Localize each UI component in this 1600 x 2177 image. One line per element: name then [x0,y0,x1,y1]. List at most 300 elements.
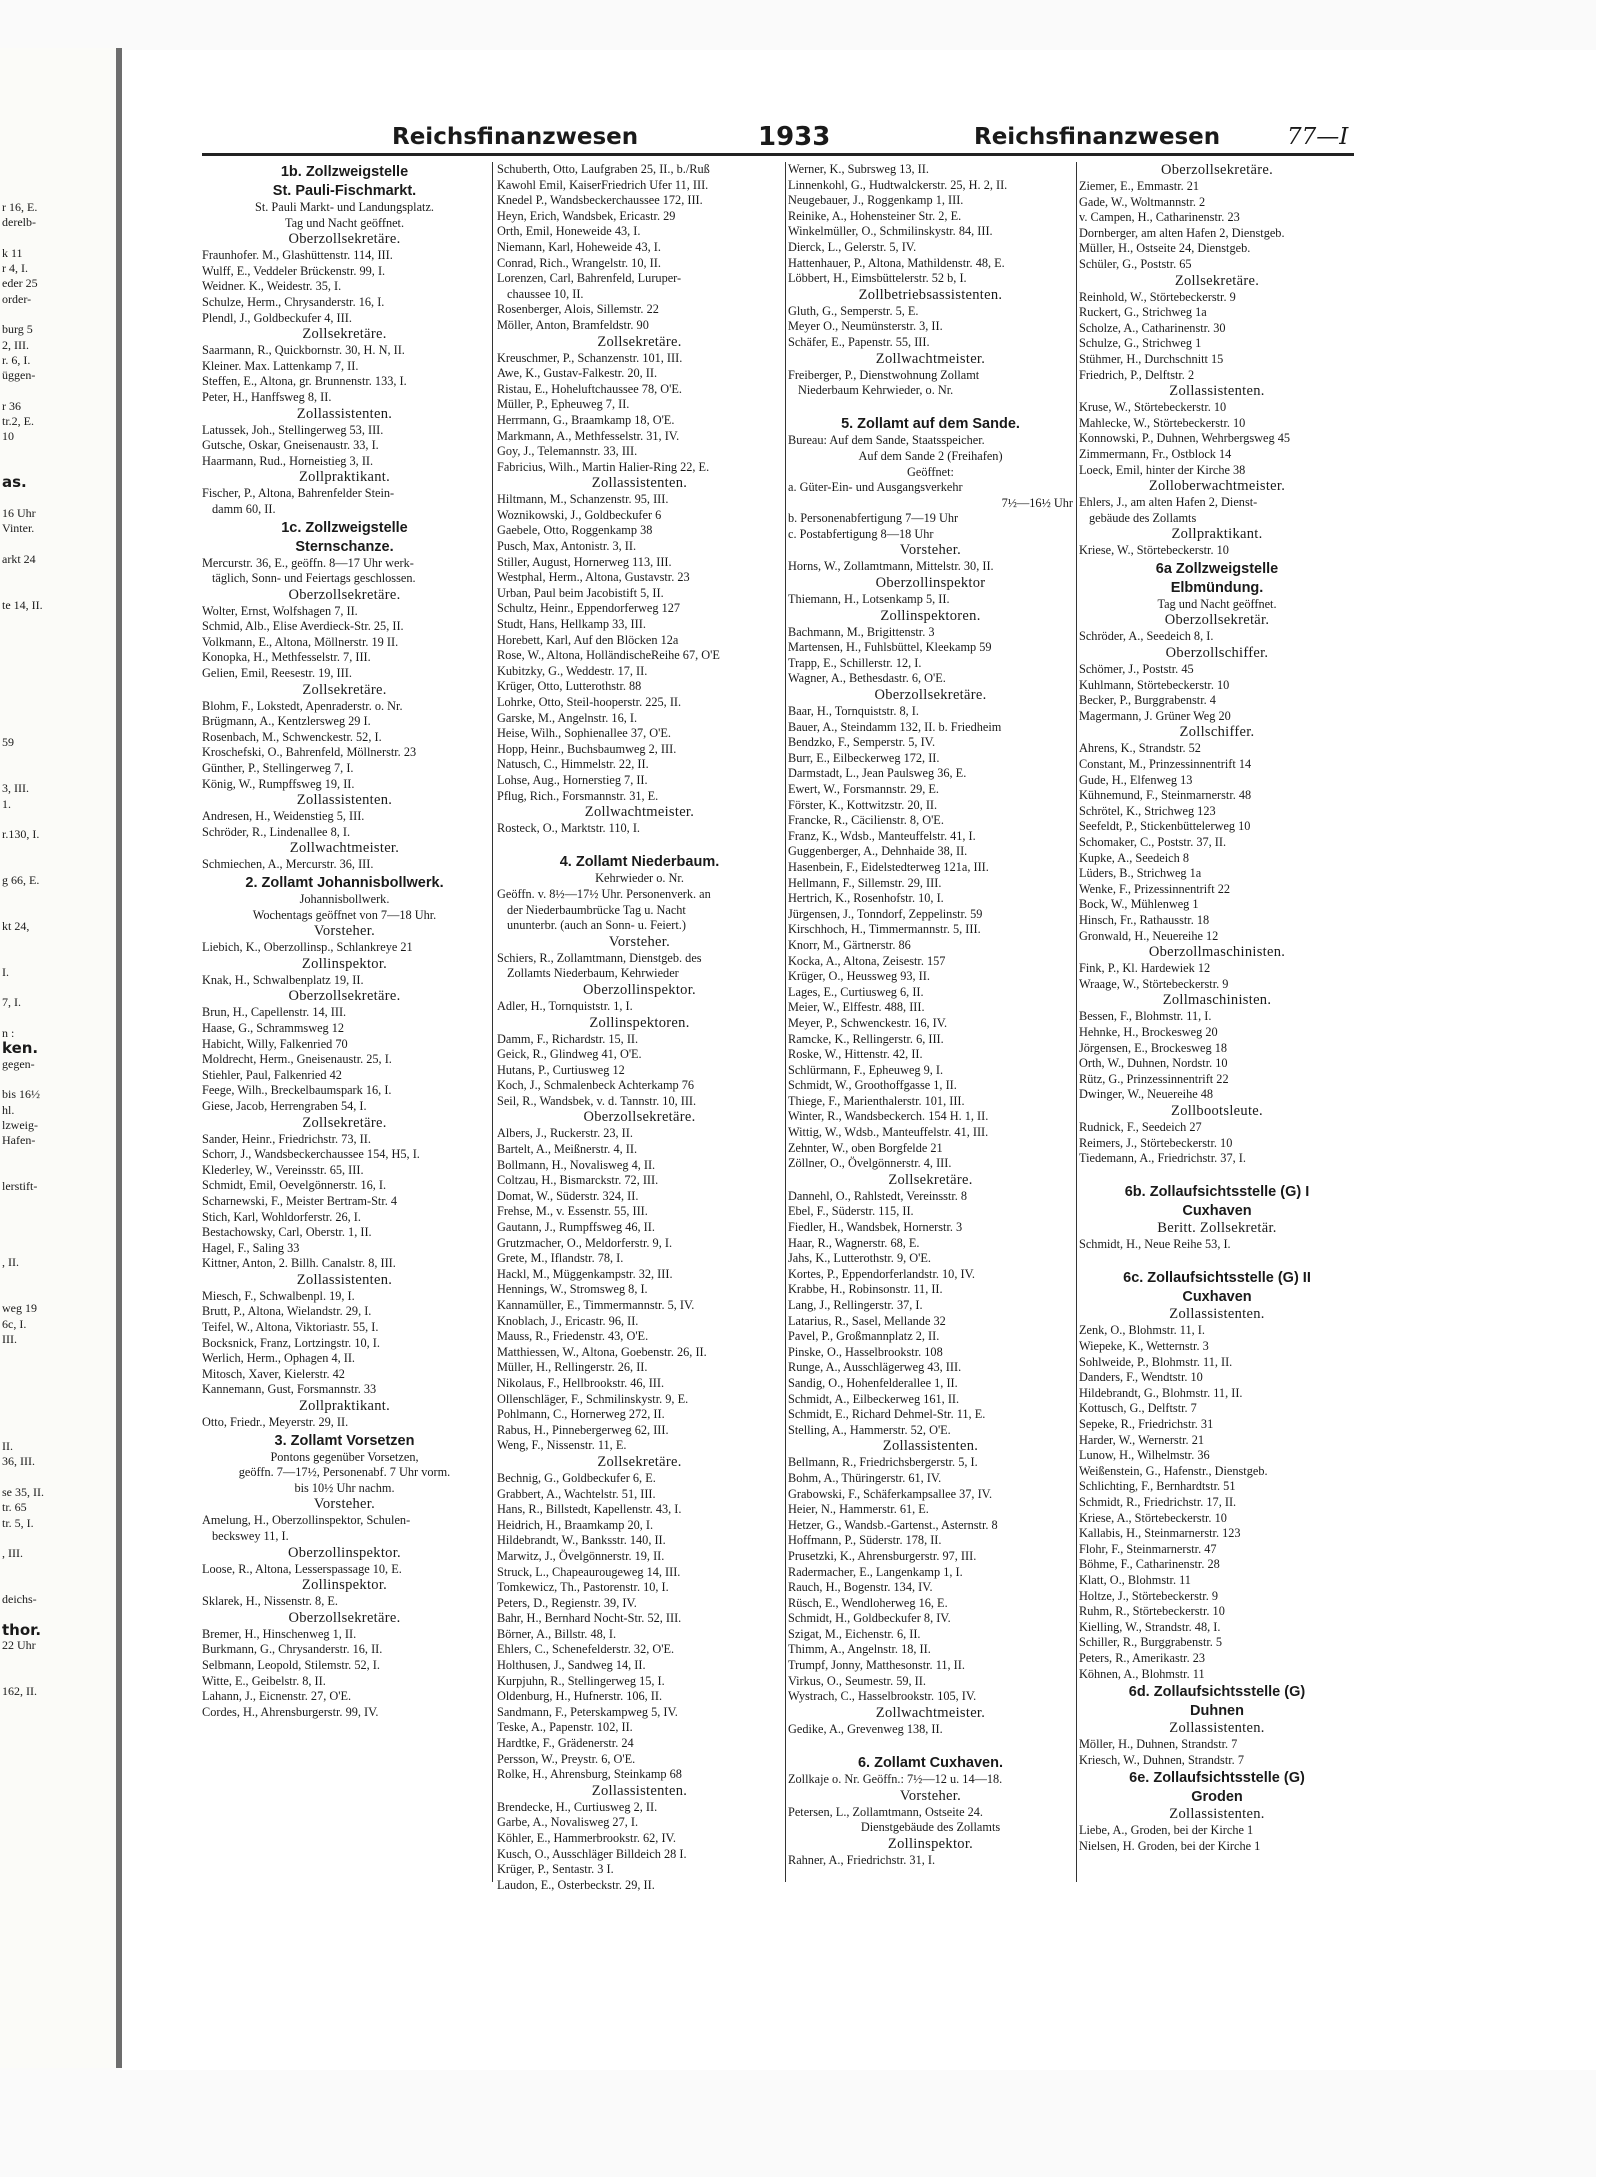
entry-line: Virkus, O., Seumestr. 59, II. [788,1673,926,1688]
gutter-fragment [2,950,114,965]
entry-line: Rüsch, E., Wendloherweg 16, E. [788,1595,948,1610]
gutter-fragment: II. [2,1439,13,1454]
gutter-fragment: hl. [2,1102,15,1117]
entry-line: Ristau, E., Hoheluftchaussee 78, O'E. [497,381,682,396]
entry-line: Lages, E., Curtiusweg 6, II. [788,984,924,999]
entry-line: Freiberger, P., Dienstwohnung Zollamt [788,367,980,382]
entry-line: Peters, R., Amerikastr. 23 [1079,1650,1206,1665]
entry-line: Kreuschmer, P., Schanzenstr. 101, III. [497,350,683,365]
entry-line: Jörgensen, E., Brockesweg 18 [1079,1040,1227,1055]
gutter-fragment: 162, II. [2,1683,37,1698]
entry-line: Lohse, Aug., Hornerstieg 7, II. [497,772,648,787]
entry-line: Geöffn. v. 8½—17½ Uhr. Personenverk. an [497,886,711,901]
rank-heading: Oberzollsekretäre. [288,586,401,603]
entry-line: Zenk, O., Blohmstr. 11, I. [1079,1323,1205,1338]
gutter-fragment [2,659,114,674]
entry-line: Wagner, A., Bethesdastr. 6, O'E. [788,671,946,686]
entry-line: Struck, L., Chapeaurougeweg 14, III. [497,1564,681,1579]
office-note: geöffn. 7—17½, Personenabf. 7 Uhr vorm. [238,1465,451,1480]
rank-heading: Zollassistenten. [1169,1306,1265,1323]
entry-line: Heier, N., Hammerstr. 61, E. [788,1502,929,1517]
entry-line: 7½—16½ Uhr [1001,495,1073,510]
rank-heading: Beritt. Zollsekretär. [1157,1220,1277,1237]
entry-line: Rosenberger, Alois, Sillemstr. 22 [497,302,659,317]
entry-line: Kurpjuhn, R., Stellingerweg 15, I. [497,1673,665,1688]
entry-line: Wenke, F., Prizessinnentrift 22 [1079,881,1231,896]
gutter-fragment [2,1072,114,1087]
entry-line: Neugebauer, J., Roggenkamp 1, III. [788,193,964,208]
entry-line: Kawohl Emil, KaiserFriedrich Ufer 11, III. [497,177,709,192]
entry-line: Löbbert, H., Eimsbüttelerstr. 52 b, I. [788,271,967,286]
entry-line: Rauch, H., Bogenstr. 134, IV. [788,1580,933,1595]
gutter-fragment: eder 25 [2,276,38,291]
entry-line: Hardtke, F., Grädenerstr. 24 [497,1736,634,1751]
gutter-fragment [2,1225,114,1240]
gutter-fragment [2,613,114,628]
entry-line: Sklarek, H., Nissenstr. 8, E. [202,1594,338,1609]
rank-heading: Zollassistenten. [591,475,688,492]
gutter-fragment [2,812,114,827]
entry-line [1079,1167,1355,1183]
entry-line: Konopka, H., Methfesselstr. 7, III. [202,650,371,665]
entry-line: Blohm, F., Lokstedt, Apenraderstr. o. Nr. [202,698,403,713]
entry-line: Seil, R., Wandsbek, v. d. Tannstr. 10, III. [497,1093,697,1108]
gutter-fragment: n : [2,1026,15,1041]
office-note: Johannisbollwerk. [299,892,390,906]
rank-heading: Zollbootsleute. [1171,1102,1263,1119]
entry-line: Schmid, Alb., Elise Averdieck-Str. 25, II. [202,619,404,634]
entry-line: Habicht, Willy, Falkenried 70 [202,1036,348,1051]
entry-line: Ahrens, K., Strandstr. 52 [1079,741,1201,756]
entry-line: Hildebrandt, W., Banksstr. 140, II. [497,1533,666,1548]
gutter-fragment: order- [2,291,32,306]
entry-line: Gude, H., Elfenweg 13 [1079,772,1193,787]
entry-line: Stich, Karl, Wohldorferstr. 26, I. [202,1209,361,1224]
entry-line: Weißenstein, G., Hafenstr., Dienstgeb. [1079,1463,1268,1478]
entry-line: Bestachowsky, Carl, Oberstr. 1, II. [202,1225,372,1240]
gutter-fragment [2,1271,114,1286]
entry-line: Wystrach, C., Hasselbrookstr. 105, IV. [788,1689,977,1704]
gutter-fragment [2,1347,114,1362]
gutter-fragment: 3, III. [2,781,29,796]
entry-line: Bahr, H., Bernhard Nocht-Str. 52, III. [497,1611,682,1626]
entry-line: Sepeke, R., Friedrichstr. 31 [1079,1417,1214,1432]
rank-heading: Zolloberwachtmeister. [1148,478,1286,495]
entry-line: Köhnen, A., Blohmstr. 11 [1079,1666,1205,1681]
entry-line: Brutt, P., Altona, Wielandstr. 29, I. [202,1304,372,1319]
entry-line: Hertrich, K., Rosenhofstr. 10, I. [788,891,944,906]
running-title-left: Reichsfinanzwesen [392,124,639,150]
entry-line: Hinsch, Fr., Rathausstr. 18 [1079,912,1210,927]
entry-line: Werner, K., Subrsweg 13, II. [788,162,929,176]
entry-line: Ebel, F., Süderstr. 115, II. [788,1204,914,1219]
entry-line: Kortes, P., Eppendorferlandstr. 10, IV. [788,1266,975,1281]
entry-line: Roske, W., Hittenstr. 42, II. [788,1047,923,1062]
entry-line: Ramcke, K., Rellingerstr. 6, III. [788,1031,944,1046]
entry-line: Schrötel, K., Strichweg 123 [1079,803,1216,818]
entry-line: Danders, F., Wendtstr. 10 [1079,1370,1203,1385]
rank-heading: Zollpraktikant. [298,1398,391,1415]
gutter-fragment [2,1424,114,1439]
entry-line: Wittig, W., Wdsb., Manteuffelstr. 41, III. [788,1125,989,1140]
entry-line: Horebett, Karl, Auf den Blöcken 12a [497,632,679,647]
gutter-fragment [2,1561,114,1576]
entry-line: c. Postabfertigung 8—18 Uhr [788,526,934,541]
entry-line: Heyn, Erich, Wandsbek, Ericastr. 29 [497,208,676,223]
office-heading: Cuxhaven [1182,1203,1252,1220]
entry-line: Weng, F., Nissenstr. 11, E. [497,1438,627,1453]
entry-line: Rudnick, F., Seedeich 27 [1079,1119,1202,1134]
gutter-fragment: r 16, E. [2,200,38,214]
entry-line: Bremer, H., Hinschenweg 1, II. [202,1626,357,1641]
entry-line: Böhme, F., Catharinenstr. 28 [1079,1557,1220,1572]
gutter-fragment: deichs- [2,1592,37,1607]
gutter-fragment: g 66, E. [2,873,40,888]
gutter-fragment [2,1194,114,1209]
entry-line: Plendl, J., Goldbeckufer 4, III. [202,310,352,325]
entry-line: Gelien, Emil, Reesestr. 19, III. [202,666,352,681]
entry-line: Otto, Friedr., Meyerstr. 29, II. [202,1415,349,1430]
gutter-fragment [2,1393,114,1408]
entry-line: Stühmer, H., Durchschnitt 15 [1079,351,1224,366]
gutter-fragment [2,904,114,919]
entry-line: Müller, H., Ostseite 24, Dienstgeb. [1079,241,1251,256]
entry-line: Hutans, P., Curtiusweg 12 [497,1062,625,1077]
gutter-fragment [2,1470,114,1485]
entry-line: Konnowski, P., Duhnen, Wehrbergsweg 45 [1079,431,1291,446]
gutter-fragment: r. 6, I. [2,352,31,367]
entry-line: Bureau: Auf dem Sande, Staatsspeicher. [788,433,985,448]
gutter-fragment: III. [2,1331,17,1346]
entry-line: Hackl, M., Müggenkampstr. 32, III. [497,1266,673,1281]
entry-line: Bock, W., Mühlenweg 1 [1079,897,1199,912]
gutter-fragment [2,766,114,781]
entry-line: Radermacher, E., Langenkamp 1, I. [788,1564,963,1579]
gutter-fragment: Vinter. [2,521,35,536]
entry-line: Peter, H., Hanffsweg 8, II. [202,389,332,404]
entry-line: Sander, Heinr., Friedrichstr. 73, II. [202,1131,371,1146]
rank-heading: Zollsekretäre. [597,1453,682,1470]
office-heading: Groden [1191,1789,1243,1806]
gutter-fragment: arkt 24 [2,551,36,566]
entry-line: Coltzau, H., Bismarckstr. 72, III. [497,1173,659,1188]
entry-line: Bocksnick, Franz, Lortzingstr. 10, I. [202,1335,380,1350]
entry-line: Schorr, J., Wandsbeckerchaussee 154, H5, I. [202,1147,420,1162]
entry-line: Knorr, M., Gärtnerstr. 86 [788,937,911,952]
entry-continuation: der Niederbaumbrücke Tag u. Nacht [507,902,686,917]
entry-line: Bechnig, G., Goldbeckufer 6, E. [497,1470,656,1485]
gutter-fragment: burg 5 [2,322,33,337]
entry-line: Holthusen, J., Sandweg 14, II. [497,1658,646,1673]
rank-heading: Zollwachtmeister. [584,804,695,821]
entry-line: Kielling, W., Strandstr. 48, I. [1079,1619,1221,1634]
entry-line: Andresen, H., Weidenstieg 5, III. [202,809,365,824]
gutter-fragment: 22 Uhr [2,1637,36,1652]
entry-line: Ehlers, C., Schenefelderstr. 32, O'E. [497,1642,675,1657]
office-heading: 6d. Zollaufsichtsstelle (G) [1128,1684,1306,1701]
entry-line: Flohr, F., Steinmarnerstr. 47 [1079,1541,1217,1556]
entry-line: v. Campen, H., Catharinenstr. 23 [1079,210,1240,225]
entry-line: Burkmann, G., Chrysanderstr. 16, II. [202,1642,383,1657]
entry-line: Bauer, A., Steindamm 132, II. b. Friedheim [788,719,1002,734]
entry-line: Reinike, A., Hohensteiner Str. 2, E. [788,208,962,223]
entry-line: Hans, R., Billstedt, Kapellenstr. 43, I. [497,1502,682,1517]
rank-heading: Zollsekretäre. [1174,272,1260,289]
entry-line: Seefeldt, P., Stickenbüttelerweg 10 [1079,819,1251,834]
gutter-fragment [2,1011,114,1026]
gutter-fragment [2,1286,114,1301]
entry-line: Gautann, J., Rumpffsweg 46, II. [497,1220,655,1235]
entry-line: Franz, K., Wdsb., Manteuffelstr. 41, I. [788,828,976,843]
entry-line: Bartelt, A., Meißnerstr. 4, II. [497,1142,638,1157]
rank-heading: Vorsteher. [608,933,671,950]
entry-line: Bohm, A., Thüringerstr. 61, IV. [788,1470,942,1485]
entry-line: Woznikowski, J., Goldbeckufer 6 [497,507,662,522]
entry-line: Kleiner. Max. Lattenkamp 7, II. [202,358,359,373]
entry-line: Schömer, J., Poststr. 45 [1079,662,1194,677]
entry-line: Hoffmann, P., Süderstr. 178, II. [788,1533,942,1548]
entry-line: Gluth, G., Semperstr. 5, E. [788,303,919,318]
entry-line: Pflug, Rich., Forsmannstr. 31, E. [497,788,659,803]
entry-line: Latarius, R., Sasel, Mellande 32 [788,1313,946,1328]
entry-line: Haar, R., Wagnerstr. 68, E. [788,1235,920,1250]
entry-line: Hagel, F., Saling 33 [202,1240,300,1255]
gutter-fragment [2,1669,114,1684]
entry-line: Haarmann, Rud., Horneistieg 3, II. [202,453,374,468]
entry-line: Krüger, P., Sentastr. 3 I. [497,1862,614,1877]
entry-line: Zimmermann, Fr., Ostblock 14 [1079,446,1232,461]
entry-line: Horns, W., Zollamtmann, Mittelstr. 30, II. [788,559,994,574]
entry-line: Rahner, A., Friedrichstr. 31, I. [788,1852,936,1867]
gutter-fragment [2,858,114,873]
entry-line: Fabricius, Wilh., Martin Halier-Ring 22, E. [497,459,710,474]
entry-line: Schlichting, F., Bernhardtstr. 51 [1079,1479,1236,1494]
entry-line: Brügmann, A., Kentzlersweg 29 I. [202,714,371,729]
entry-line: Kriese, W., Störtebeckerstr. 10 [1079,543,1229,558]
entry-line: Schmidt, H., Neue Reihe 53, I. [1079,1237,1231,1252]
gutter-fragment [2,644,114,659]
gutter-fragment: , II. [2,1255,19,1270]
entry-line: Lang, J., Rellingerstr. 37, I. [788,1298,923,1312]
entry-line: Krabbe, H., Robinsonstr. 11, II. [788,1282,943,1297]
gutter-fragment [2,1240,114,1255]
entry-line [788,1737,1073,1753]
entry-line: Grabowski, F., Schäferkampsallee 37, IV. [788,1486,993,1501]
entry-line: Adler, H., Tornquiststr. 1, I. [497,998,633,1013]
entry-line: Schmidt, E., Richard Dehmel-Str. 11, E. [788,1407,986,1422]
entry-line: Frehse, M., v. Essenstr. 55, III. [497,1204,648,1219]
gutter-fragment: 59 [2,735,14,750]
entry-line: Hellmann, F., Sillemstr. 29, III. [788,875,942,890]
entry-line: Garbe, A., Novalisweg 27, I. [497,1815,639,1830]
gutter-fragment: , III. [2,1546,23,1561]
entry-line: Kusch, O., Ausschläger Billdeich 28 I. [497,1846,687,1861]
entry-line: Stiehler, Paul, Falkenried 42 [202,1067,342,1082]
gutter-fragment: r 36 [2,398,21,413]
entry-line: Loose, R., Altona, Lesserspassage 10, E. [202,1561,402,1576]
entry-line: Kriesch, W., Duhnen, Strandstr. 7 [1079,1752,1244,1767]
entry-line: b. Personenabfertigung 7—19 Uhr [788,511,959,526]
entry-line: Marwitz, J., Övelgönnerstr. 19, II. [497,1548,665,1563]
entry-line: Thimm, A., Angelnstr. 18, II. [788,1642,931,1657]
gutter-fragment [2,888,114,903]
office-note: bis 10½ Uhr nachm. [294,1480,395,1495]
gutter-fragment: se 35, II. [2,1484,44,1499]
rank-heading: Zollwachtmeister. [875,350,986,367]
entry-line: Gutsche, Oskar, Gneisenaustr. 33, I. [202,438,379,453]
entry-line: Schmidt, W., Groothoffgasse 1, II. [788,1078,957,1093]
column-1 [202,162,487,1720]
gutter-fragment: tr.2, E. [2,414,34,429]
entry-line: Hehnke, H., Brockesweg 20 [1079,1024,1218,1039]
office-heading: 1b. Zollzweigstelle [280,164,409,180]
entry-line: Bendzko, F., Semperstr. 5, IV. [788,735,936,750]
rank-heading: Zollinspektor. [887,1835,974,1852]
entry-line: Stiller, August, Hornerweg 113, III. [497,554,672,569]
rank-heading: Zollpraktikant. [1171,526,1263,543]
column-3 [788,162,1073,1868]
rank-heading: Zollinspektoren. [589,1014,690,1031]
office-heading: Sternschanze. [295,538,394,555]
entry-line: Winter, R., Wandsbeckerch. 154 H. 1, II. [788,1109,989,1124]
entry-line: Saarmann, R., Quickbornstr. 30, H. N, II. [202,343,405,358]
rank-heading: Zollinspektor. [301,1577,388,1594]
entry-line [497,837,782,853]
entry-line: Schiers, R., Zollamtmann, Dienstgeb. des [497,950,702,965]
rank-heading: Oberzollsekretäre. [583,1109,696,1126]
entry-line: Guggenberger, A., Dehnhaide 38, II. [788,844,968,859]
column-2 [497,162,782,1893]
entry-line: Runge, A., Ausschlägerweg 43, III. [788,1360,962,1375]
entry-line: Trumpf, Jonny, Matthesonstr. 11, II. [788,1658,965,1673]
gutter-fragment [2,1577,114,1592]
gutter-fragment [2,537,114,552]
gutter-fragment: kt 24, [2,918,30,933]
entry-line: Kruse, W., Störtebeckerstr. 10 [1079,400,1227,415]
entry-line: Magermann, J. Grüner Weg 20 [1079,708,1231,723]
rank-heading: Zollsekretäre. [597,333,682,350]
rank-heading: Oberzollsekretäre. [288,1609,401,1626]
entry-line: Fischer, P., Altona, Bahrenfelder Stein- [202,486,395,501]
column-divider [785,162,786,1882]
office-heading: 6e. Zollaufsichtsstelle (G) [1129,1770,1305,1787]
entry-line: Rosteck, O., Marktstr. 110, I. [497,821,640,836]
gutter-fragment: as. [2,475,27,491]
entry-line: Dannehl, O., Rahlstedt, Vereinsstr. 8 [788,1188,968,1203]
entry-line: Brun, H., Capellenstr. 14, III. [202,1005,347,1020]
entry-line: Krüger, O., Heussweg 93, II. [788,969,930,984]
entry-line: Thiege, F., Marienthalerstr. 101, III. [788,1093,965,1108]
entry-continuation: beckswey 11, I. [212,1529,289,1543]
entry-line: Wiepeke, K., Wetternstr. 3 [1079,1339,1209,1354]
rank-heading: Zollwachtmeister. [289,840,400,857]
entry-line: Kroschefski, O., Bahrenfeld, Möllnerstr. 23 [202,745,417,760]
entry-line: Möller, H., Duhnen, Strandstr. 7 [1079,1737,1238,1752]
entry-line: Schäfer, E., Papenstr. 55, III. [788,334,930,349]
entry-line: Becker, P., Burggrabenstr. 4 [1079,693,1216,708]
gutter-fragment: lzweig- [2,1117,38,1132]
rank-heading: Zollsekretäre. [302,681,387,698]
entry-line: Börner, A., Billstr. 48, I. [497,1626,617,1641]
entry-line: Stelling, A., Hammerstr. 52, O'E. [788,1422,951,1437]
entry-line: Markmann, A., Methfesselstr. 31, IV. [497,428,680,443]
gutter-fragment [2,307,114,322]
entry-line: Bessen, F., Blohmstr. 11, I. [1079,1009,1212,1024]
entry-line: Albers, J., Ruckerstr. 23, II. [497,1126,633,1141]
column-divider [492,162,493,1882]
gutter-fragment [2,934,114,949]
office-heading: Elbmündung. [1170,579,1264,596]
office-heading: Duhnen [1190,1703,1244,1720]
entry-line: Ruckert, G., Strichweg 1a [1079,305,1207,320]
entry-line: Feege, Wilh., Breckelbaumspark 16, I. [202,1083,392,1098]
entry-line: Holtze, J., Störtebeckerstr. 9 [1079,1588,1218,1603]
entry-line: Knoblach, J., Ericastr. 96, II. [497,1313,639,1328]
entry-line: Lohrke, Otto, Steil-hooperstr. 225, II. [497,695,682,709]
entry-line: Schiller, R., Burggrabenstr. 5 [1079,1635,1223,1650]
entry-line: Gronwald, H., Neuereihe 12 [1079,928,1219,943]
entry-line: Möller, Anton, Bramfeldstr. 90 [497,317,649,332]
entry-line: Damm, F., Richardstr. 15, II. [497,1031,639,1046]
entry-line: Giese, Jacob, Herrengraben 54, I. [202,1098,367,1113]
entry-line: Ziemer, E., Emmastr. 21 [1079,179,1200,193]
rank-heading: Oberzollsekretär. [1164,612,1270,629]
gutter-fragment: 36, III. [2,1454,35,1469]
entry-line: Schüler, G., Poststr. 65 [1079,256,1192,271]
entry-line: Domat, W., Süderstr. 324, II. [497,1188,639,1203]
entry-line: Fraunhofer. M., Glashüttenstr. 114, III. [202,248,393,263]
office-heading: 6a Zollzweigstelle [1155,560,1279,577]
office-heading: 1c. Zollzweigstelle [281,519,408,536]
office-heading: 4. Zollamt Niederbaum. [559,854,720,871]
entry-line: Martensen, H., Fuhlsbüttel, Kleekamp 59 [788,640,992,655]
entry-line: Schröder, A., Seedeich 8, I. [1079,629,1214,644]
rank-heading: Zollschiffer. [1179,724,1255,741]
gutter-fragment [2,445,114,460]
entry-continuation: damm 60, II. [212,501,276,516]
entry-line: Rütz, G., Prinzessinnentrift 22 [1079,1071,1229,1086]
rank-heading: Zollinspektoren. [880,607,981,624]
office-heading: 6b. Zollaufsichtsstelle (G) I [1124,1184,1310,1201]
rank-heading: Vorsteher. [899,1787,962,1804]
entry-line: Schulze, Herm., Chrysanderstr. 16, I. [202,294,385,309]
entry-line: Meier, W., Elffestr. 488, III. [788,1000,925,1015]
office-note: Kehrwieder o. Nr. [595,871,684,886]
gutter-fragment: tr. 65 [2,1500,27,1515]
entry-line: Koch, J., Schmalenbeck Achterkamp 76 [497,1078,695,1093]
office-heading: 3. Zollamt Vorsetzen [274,1432,415,1449]
office-note: Tag und Nacht geöffnet. [1157,596,1277,611]
entry-line: Peters, D., Regienstr. 39, IV. [497,1595,637,1610]
rank-heading: Zollsekretäre. [302,1114,387,1131]
rank-heading: Oberzollschiffer. [1165,645,1269,662]
entry-line: Grete, M., Iflandstr. 78, I. [497,1251,624,1266]
entry-line: Grabbert, A., Wachtelstr. 51, III. [497,1486,656,1501]
entry-line: Bollmann, H., Novalisweg 4, II. [497,1157,656,1172]
gutter-fragment: 16 Uhr [2,505,36,520]
entry-line: Orth, Emil, Honeweide 43, I. [497,224,641,239]
entry-continuation: täglich, Sonn- und Feiertags geschlossen. [212,571,416,586]
scan-edge [1596,0,1600,2177]
rank-heading: Vorsteher. [313,923,376,940]
rank-heading: Oberzollsekretäre. [288,988,401,1005]
entry-line: Sandig, O., Hohenfelderallee 1, II. [788,1375,958,1390]
entry-line: Rabus, H., Pinnebergerweg 62, III. [497,1422,669,1437]
gutter-fragment [2,842,114,857]
office-heading: 6c. Zollaufsichtsstelle (G) II [1123,1270,1311,1287]
entry-line: Linnenkohl, G., Hudtwalckerstr. 25, H. 2, II. [788,177,1008,192]
rank-heading: Oberzollinspektor [875,575,986,592]
